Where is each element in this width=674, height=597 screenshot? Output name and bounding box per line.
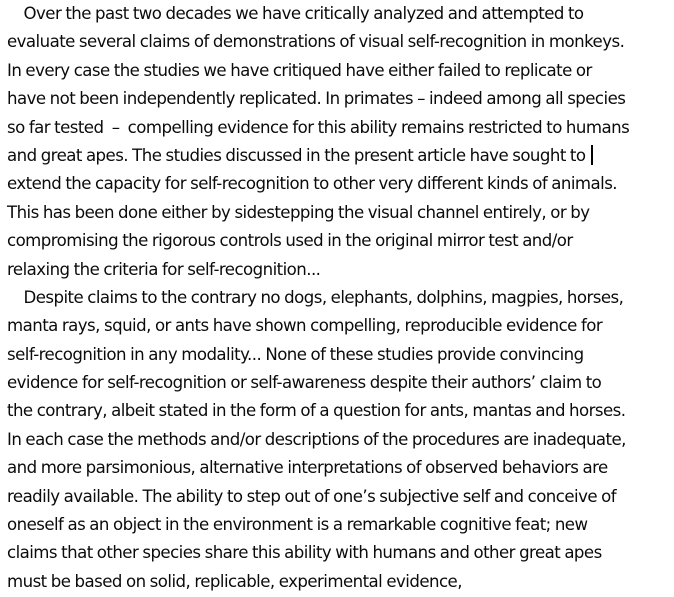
text-line: evaluate several claims of demonstrations of visual self-recognition in monkeys. bbox=[7, 32, 625, 52]
text-line: This has been done either by sidestepping the visual channel entirely, or by bbox=[7, 202, 590, 222]
text-line-with-caret bbox=[7, 142, 673, 170]
text-line: must be based on solid, replicable, experimental evidence, bbox=[7, 571, 462, 591]
text-line: relaxing the criteria for self-recognition... bbox=[7, 259, 321, 279]
text-line: have not been independently replicated. In primates – indeed among all species bbox=[7, 89, 626, 109]
text-line: readily available. The ability to step out of one’s subjective self and conceive of bbox=[7, 486, 617, 506]
text-line: claims that other species share this ability with humans and other great apes bbox=[7, 543, 602, 563]
text-line: extend the capacity for self-recognition to other very different kinds of animals. bbox=[7, 174, 618, 194]
paragraph-2 bbox=[7, 284, 673, 596]
paragraph-1 bbox=[7, 0, 673, 284]
text-line: self-recognition in any modality... None of these studies provide convincing bbox=[7, 344, 584, 364]
text-line: compromising the rigorous controls used in the original mirror test and/or bbox=[7, 231, 573, 251]
text-line: evidence for self-recognition or self-awareness despite their authors’ claim to bbox=[7, 373, 602, 393]
text-line: Over the past two decades we have critically analyzed and attempted to bbox=[7, 4, 584, 23]
text-line: and great apes. The studies discussed in the present article have sought to bbox=[7, 145, 586, 165]
text-line: so far tested – compelling evidence for this ability remains restricted to humans bbox=[7, 117, 630, 137]
text-line: and more parsimonious, alternative interpretations of observed behaviors are bbox=[7, 458, 608, 478]
text-line: Despite claims to the contrary no dogs, elephants, dolphins, magpies, horses, bbox=[7, 287, 624, 307]
text-line: manta rays, squid, or ants have shown compelling, reproducible evidence for bbox=[7, 316, 603, 336]
text-cursor bbox=[591, 145, 593, 165]
document-body bbox=[7, 0, 673, 596]
text-line: In every case the studies we have critiqued have either failed to replicate or bbox=[7, 60, 592, 80]
text-line: the contrary, albeit stated in the form of a question for ants, mantas and horses. bbox=[7, 401, 626, 421]
text-line: In each case the methods and/or descriptions of the procedures are inadequate, bbox=[7, 429, 626, 449]
text-line: oneself as an object in the environment is a remarkable cognitive feat; new bbox=[7, 515, 588, 535]
